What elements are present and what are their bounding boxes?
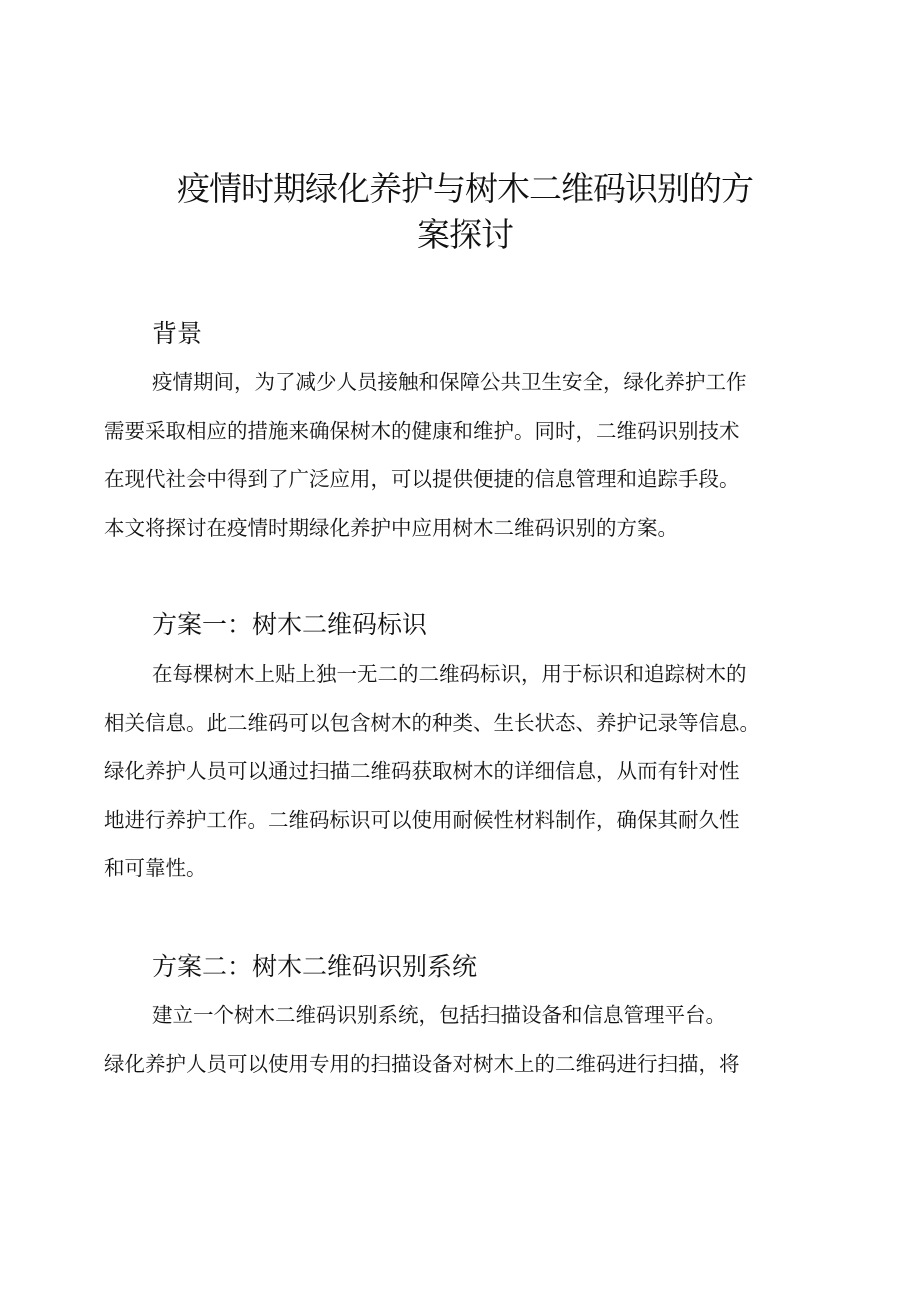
paragraph-line: 在现代社会中得到了广泛应用，可以提供便捷的信息管理和追踪手段。 xyxy=(104,467,740,491)
section-heading-plan-two: 方案二：树木二维码识别系统 xyxy=(152,952,478,981)
paragraph-line: 建立一个树木二维码识别系统，包括扫描设备和信息管理平台。 xyxy=(152,1003,726,1027)
paragraph-line: 在每棵树木上贴上独一无二的二维码标识，用于标识和追踪树木的 xyxy=(152,662,747,686)
document-title-line-2: 案探讨 xyxy=(417,215,513,254)
paragraph-line: 相关信息。此二维码可以包含树木的种类、生长状态、养护记录等信息。 xyxy=(104,710,760,735)
document-title xyxy=(130,166,800,258)
paragraph-line: 需要采取相应的措施来确保树木的健康和维护。同时，二维码识别技术 xyxy=(104,418,740,443)
paragraph-line: 疫情期间，为了减少人员接触和保障公共卫生安全，绿化养护工作 xyxy=(152,370,747,394)
paragraph-line: 绿化养护人员可以通过扫描二维码获取树木的详细信息，从而有针对性 xyxy=(104,759,740,783)
paragraph-line: 本文将探讨在疫情时期绿化养护中应用树木二维码识别的方案。 xyxy=(104,515,678,540)
paragraph-line: 和可靠性。 xyxy=(104,856,207,880)
section-paragraph-plan-two xyxy=(104,991,824,1088)
document-title-line-1: 疫情时期绿化养护与树木二维码识别的方 xyxy=(177,169,753,208)
section-heading-background: 背景 xyxy=(152,319,203,348)
section-heading-plan-one: 方案一：树木二维码标识 xyxy=(152,610,428,639)
section-paragraph-plan-one xyxy=(104,650,824,893)
section-paragraph-background xyxy=(104,358,824,552)
paragraph-line: 绿化养护人员可以使用专用的扫描设备对树木上的二维码进行扫描，将 xyxy=(104,1051,740,1076)
paragraph-line: 地进行养护工作。二维码标识可以使用耐候性材料制作，确保其耐久性 xyxy=(104,807,740,832)
